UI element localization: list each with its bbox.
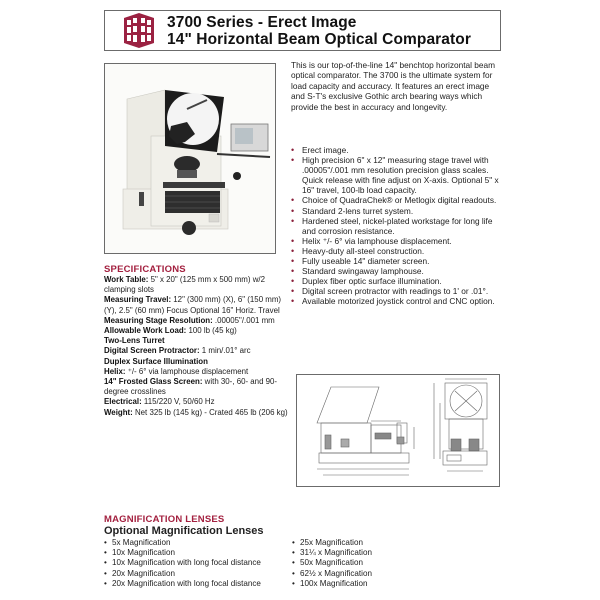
spec-label: Weight: xyxy=(104,407,133,417)
magnification-item: • 50x Magnification xyxy=(292,558,372,568)
spec-item xyxy=(104,367,289,377)
feature-item: • Fully useable 14" diameter screen. xyxy=(289,256,504,266)
specifications-list xyxy=(104,275,289,418)
feature-item: • Duplex fiber optic surface illumination. xyxy=(289,276,504,286)
feature-item: • Standard swingaway lamphouse. xyxy=(289,266,504,276)
magnification-item: • 20x Magnification xyxy=(104,569,261,579)
specifications-heading: SPECIFICATIONS xyxy=(104,264,186,275)
feature-item: • Digital screen protractor with readings to 1' or .01°. xyxy=(289,286,504,296)
feature-item: • Helix ⁺/- 6° via lamphouse displacement. xyxy=(289,236,504,246)
spec-label: Two-Lens Turret xyxy=(104,336,165,346)
magnification-item: • 31¼ x Magnification xyxy=(292,548,372,558)
magnification-heading: MAGNIFICATION LENSES xyxy=(104,514,225,525)
magnification-item: • 62½ x Magnification xyxy=(292,569,372,579)
spec-item xyxy=(104,408,289,418)
feature-item: • Erect image. xyxy=(289,145,504,155)
feature-list xyxy=(289,145,504,307)
spec-label: Electrical: xyxy=(104,397,142,407)
spec-value: ⁺/- 6° via lamphouse displacement xyxy=(125,366,249,376)
magnification-item: • 20x Magnification with long focal distance xyxy=(104,579,261,589)
spec-value: 115/220 V, 50/60 Hz xyxy=(141,397,215,407)
spec-item xyxy=(104,326,289,336)
spec-label: Digital Screen Protractor: xyxy=(104,346,200,356)
spec-item xyxy=(104,377,289,397)
spec-value: with 30-, 60- and 90-degree crosslines xyxy=(104,377,278,397)
spec-label: Measuring Stage Resolution: xyxy=(104,315,213,325)
spec-item xyxy=(104,316,289,326)
page-title-series: 3700 Series - Erect Image xyxy=(167,14,357,31)
page-title-product: 14" Horizontal Beam Optical Comparator xyxy=(167,31,471,48)
magnification-subheading: Optional Magnification Lenses xyxy=(104,525,264,537)
spec-value: 100 lb (45 kg) xyxy=(186,326,237,336)
spec-item xyxy=(104,357,289,367)
spec-value: .00005"/.001 mm xyxy=(212,315,275,325)
spec-item xyxy=(104,275,289,295)
magnification-list-left xyxy=(104,538,261,589)
optical-comparator-photo xyxy=(104,63,276,254)
building-logo-icon xyxy=(119,12,159,49)
spec-label: 14" Frosted Glass Screen: xyxy=(104,377,203,387)
spec-value: 1 min/.01° arc xyxy=(199,346,251,356)
feature-item: • High precision 6" x 12" measuring stage travel with .00005"/.001 mm resolution precision glass scales. Quick release with fine adjust on X-axis. Optional 5" x 16" travel, 100-lb load capacity. xyxy=(289,155,504,195)
spec-value: 12" (300 mm) (X), 6" (150 mm) (Y), 2.5" (60 mm) Focus Optional 16" Horiz. Travel xyxy=(104,295,282,315)
intro-paragraph: This is our top-of-the-line 14" benchtop horizontal beam optical comparator. The 3700 is the ultimate system for load capacity and accuracy. It features an erect image and S-T's exclusive Gothic arch bearing ways which provide the best in accuracy and longevity. xyxy=(291,60,496,112)
spec-label: Duplex Surface Illumination xyxy=(104,356,208,366)
magnification-item: • 10x Magnification with long focal distance xyxy=(104,558,261,568)
spec-label: Measuring Travel: xyxy=(104,295,172,305)
magnification-item: • 25x Magnification xyxy=(292,538,372,548)
feature-item: • Standard 2-lens turret system. xyxy=(289,206,504,216)
spec-value: 5" x 20" (125 mm x 500 mm) w/2 clamping slots xyxy=(104,275,265,295)
magnification-item: • 100x Magnification xyxy=(292,579,372,589)
spec-label: Work Table: xyxy=(104,275,149,284)
spec-item xyxy=(104,295,289,315)
spec-item xyxy=(104,397,289,407)
magnification-list-right xyxy=(292,538,372,589)
dimensional-drawing xyxy=(296,374,500,487)
spec-item xyxy=(104,336,289,346)
spec-item xyxy=(104,346,289,356)
feature-item: • Choice of QuadraChek® or Metlogix digital readouts. xyxy=(289,195,504,205)
feature-item: • Available motorized joystick control and CNC option. xyxy=(289,296,504,306)
feature-item: • Heavy-duty all-steel construction. xyxy=(289,246,504,256)
feature-item: • Hardened steel, nickel-plated workstage for long life and corrosion resistance. xyxy=(289,216,504,236)
magnification-item: • 5x Magnification xyxy=(104,538,261,548)
spec-label: Allowable Work Load: xyxy=(104,326,187,336)
spec-label: Helix: xyxy=(104,366,126,376)
spec-value: Net 325 lb (145 kg) - Crated 465 lb (206 kg) xyxy=(132,407,288,417)
magnification-item: • 10x Magnification xyxy=(104,548,261,558)
